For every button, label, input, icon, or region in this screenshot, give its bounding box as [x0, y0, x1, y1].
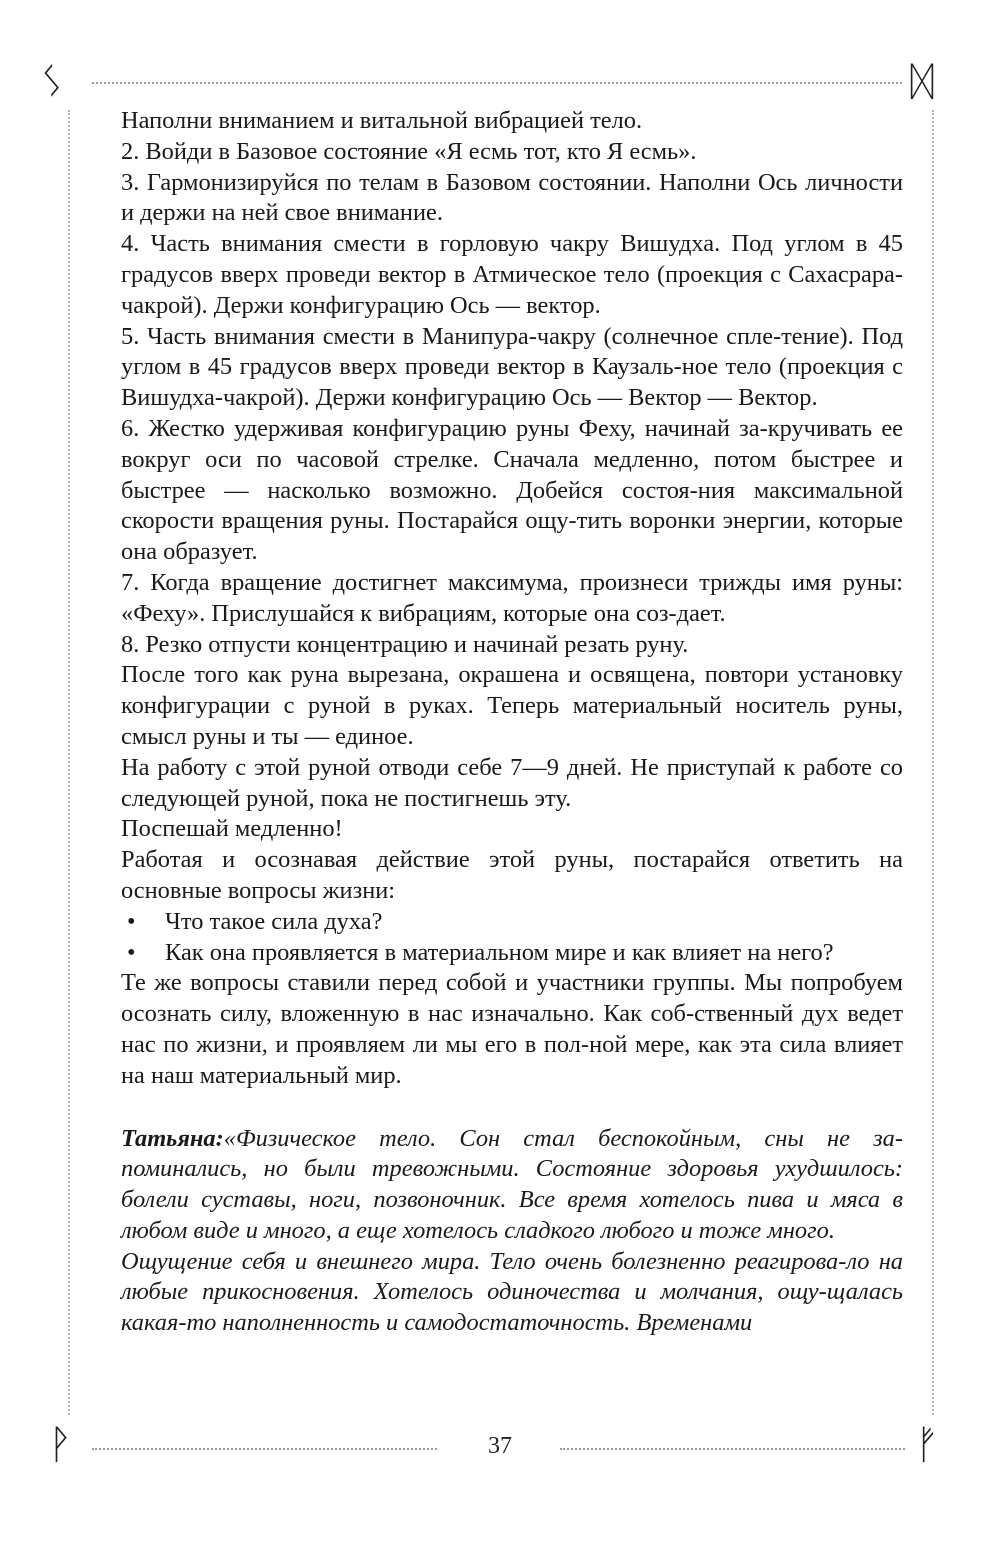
- quote-paragraph: [121, 1124, 903, 1247]
- step-7: 7. Когда вращение достигнет максимума, произнеси трижды имя руны: «Феху». Прислушайся к вибрациям, которые она соз-дает.: [121, 568, 903, 627]
- rune-sowilo-icon: ᛊ: [40, 59, 64, 105]
- paragraph: Работая и осознавая действие этой руны, постарайся ответить на основные вопросы жизни:: [121, 846, 903, 904]
- paragraph: На работу с этой руной отводи себе 7—9 дней. Не приступай к работе со следующей руной, пока не постигнешь эту.: [121, 753, 903, 812]
- rune-dagaz-icon: ᛞ: [910, 59, 934, 105]
- footer-divider-left: [92, 1448, 437, 1450]
- section-gap: [121, 1092, 903, 1124]
- footer-divider-right: [560, 1448, 905, 1450]
- paragraph: После того как руна вырезана, окрашена и освящена, повтори установку конфигурации с руной в руках. Теперь материальный носитель руны, смысл руны и ты — единое.: [121, 661, 903, 750]
- bullet-icon: •: [127, 907, 136, 935]
- right-margin-rule: [932, 110, 934, 1415]
- page-body: [121, 106, 903, 1339]
- step-6: 6. Жестко удерживая конфигурацию руны Феху, начинай за-кручивать ее вокруг оси по часовой стрелке. Сначала медленно, потом быстрее и быстрее — насколько возможно. Добейся состоя-ния максимальной скорости вращения руны. Постарайся ощу-тить воронки энергии, которые она образует.: [121, 414, 903, 566]
- step-5: 5. Часть внимания смести в Манипура-чакру (солнечное спле-тение). Под углом в 45 градусов вверх проведи вектор в Каузаль-ное тело (проекция с Вишудха-чакрой). Держи конфигурацию Ось — Вектор — Вектор.: [121, 322, 903, 412]
- quote-paragraph: Ощущение себя и внешнего мира. Тело очень болезненно реагирова-ло на любые прикосновения. Хотелось одиночества и молчания, ощу-щалась какая-то наполненность и самодостаточность. Временами: [121, 1247, 903, 1337]
- step-2: 2. Войди в Базовое состояние «Я есмь тот, кто Я есмь».: [121, 137, 697, 165]
- rune-wunjo-icon: ᚹ: [48, 1422, 72, 1468]
- bullet-text: Как она проявляется в материальном мире и как влияет на него?: [165, 938, 834, 966]
- bullet-item: [121, 907, 903, 938]
- bullet-item: [121, 938, 903, 969]
- paragraph: Те же вопросы ставили перед собой и участники группы. Мы попробуем осознать силу, вложенную в нас изначально. Как соб-ственный дух ведет нас по жизни, и проявляем ли мы его в пол-ной мере, как эта сила влияет на наш материальный мир.: [121, 969, 903, 1089]
- page-number: 37: [488, 1433, 512, 1459]
- bullet-text: Что такое сила духа?: [165, 907, 383, 935]
- quote-author: Татьяна:: [121, 1124, 224, 1152]
- rune-fehu-icon: ᚠ: [915, 1422, 939, 1468]
- quote-text: «Физическое тело. Сон стал беспокойным, сны не за-поминались, но были тревожными. Состояние здоровья ухудшилось: болели суставы, ноги, позвоночник. Все время хотелось пива и мяса в любом виде и много, а еще хотелось сладкого любого и тоже много.: [121, 1124, 903, 1244]
- step-4: 4. Часть внимания смести в горловую чакру Вишудха. Под углом в 45 градусов вверх проведи вектор в Атмическое тело (проекция с Сахасрара-чакрой). Держи конфигурацию Ось — вектор.: [121, 230, 903, 319]
- left-margin-rule: [68, 110, 70, 1415]
- header-divider: [92, 82, 902, 84]
- paragraph: Наполни вниманием и витальной вибрацией тело.: [121, 107, 643, 134]
- step-3: 3. Гармонизируйся по телам в Базовом состоянии. Наполни Ось личности и держи на ней свое внимание.: [121, 168, 903, 227]
- paragraph: Поспешай медленно!: [121, 815, 343, 843]
- bullet-icon: •: [127, 938, 136, 966]
- step-8: 8. Резко отпусти концентрацию и начинай резать руну.: [121, 630, 689, 658]
